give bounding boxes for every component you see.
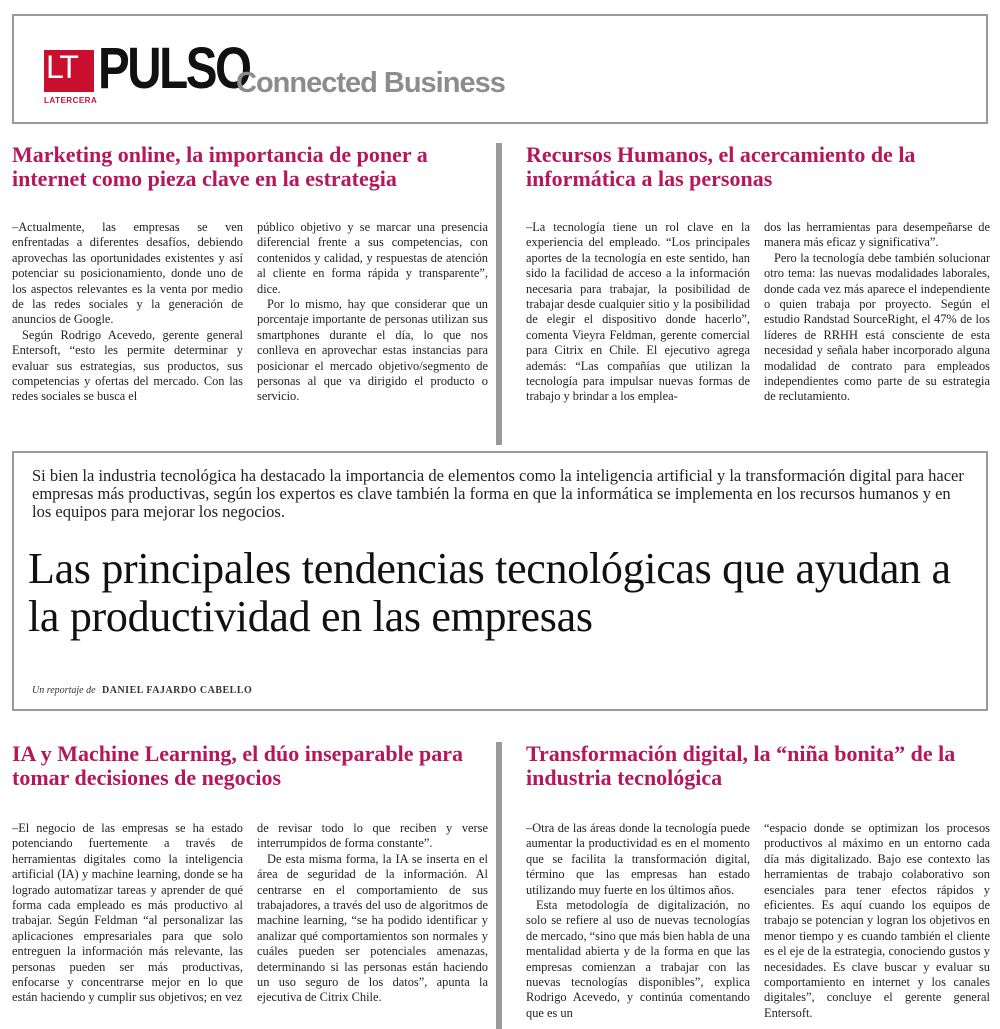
paragraph: –Actualmente, las empresas se ven enfrentadas a diferentes desafíos, debiendo aprovechas las oportunidades existentes y así potenciar su posicionamiento, donde uno de los aspectos relevantes es la venta por medio de las redes sociales y la generación de anuncios de Google. xyxy=(12,220,243,327)
column-divider xyxy=(496,742,502,1029)
section-title: IA y Machine Learning, el dúo inseparable para tomar decisiones de negocios xyxy=(12,741,464,790)
paragraph: De esta misma forma, la IA se inserta en el área de seguridad de la información. Al centrarse en el comportamiento de sus trabajadores, a través del uso de algoritmos de machine learning, “se ha podido identificar y analizar qué comportamientos son normales y cuáles pueden ser potenciales amenazas, determinando si las personas están haciendo un uso seguro de los datos”, apunta la ejecutiva de Citrix Chile. xyxy=(257,851,488,1005)
column-divider xyxy=(496,143,502,445)
logo-lt-text: LT xyxy=(46,49,77,85)
paragraph: Por lo mismo, hay que considerar que un porcentaje importante de personas utilizan sus smartphones durante el día, lo que nos conlleva en aprovechar estas instancias para posicionar el mercado objetivo/segmento de personas al que va dirigido el producto o servicio. xyxy=(257,297,488,404)
logo-sub-text: LATERCERA xyxy=(44,96,98,105)
article-column xyxy=(764,821,990,1021)
marketing-columns xyxy=(12,220,488,405)
paragraph: –La tecnología tiene un rol clave en la experiencia del empleado. “Los principales aportes de la tecnología en este sentido, han sido la facilidad de acceso a la información necesaria para trabajar, la posibilidad de trabajar desde cualquier sitio y la posibilidad de elegir el dispositivo donde hacerlo”, comenta Vieyra Feldman, gerente comercial para Citrix en Chile. El ejecutivo agrega además: “Las compañías que utilizan la tecnología para impulsar nuevas formas de trabajo y brindar a los emplea- xyxy=(526,220,750,404)
pulso-logo: PULSO xyxy=(98,36,250,101)
article-column xyxy=(257,821,488,1006)
section-rrhh xyxy=(526,143,986,191)
ia-columns xyxy=(12,821,488,1006)
section-title: Transformación digital, la “niña bonita” de la industria tecnológica xyxy=(526,741,956,790)
article-column xyxy=(526,220,750,405)
paragraph: Esta metodología de digitalización, no solo se refiere al uso de nuevas tecnologías de mercado, “sino que más bien habla de una mentalidad abierta y de la forma en que las empresas comienzan a trabajar con las nuevas tecnologías disponibles”, explica Rodrigo Acevedo, y continúa comentando que es un xyxy=(526,898,750,1020)
paragraph: –Otra de las áreas donde la tecnología puede aumentar la productividad es en el momento que se facilita la transformación digital, término que las empresas han estado utilizando muy fuerte en los últimos años. xyxy=(526,821,750,897)
byline xyxy=(32,685,252,696)
paragraph: Según Rodrigo Acevedo, gerente general Entersoft, “esto les permite determinar y evaluar sus estrategias, sus productos, sus competencias y ofertas del mercado. Con las redes sociales se busca el xyxy=(12,327,243,404)
paragraph: público objetivo y se marcar una presencia diferencial frente a sus competencias, con contenidos y calidad, y respuestas de atención al cliente en forma rápida y transparente”, dice. xyxy=(257,220,488,296)
article-column xyxy=(12,821,243,1006)
la-tercera-logo xyxy=(44,50,94,92)
section-title: Recursos Humanos, el acercamiento de la informática a las personas xyxy=(526,142,916,191)
section-ia xyxy=(12,742,492,790)
paragraph: dos las herramientas para desempeñarse de manera más eficaz y significativa”. xyxy=(764,220,990,250)
section-marketing xyxy=(12,143,492,191)
article-column xyxy=(12,220,243,405)
paragraph: “espacio donde se optimizan los procesos productivos al máximo en un entorno cada día más digitalizado. Bajo ese contexto las herramientas de trabajo colaborativo son esenciales para tener efectos rápidos y eficientes. Es aquí cuando los equipos de trabajo se potencian y logran los objetivos en menor tiempo y es cuando también el cliente es el eje de la estrategia, conociendo gustos y necesidades. Es clave buscar y evaluar su comportamiento en internet y los canales digitales”, concluye el gerente general Entersoft. xyxy=(764,821,990,1020)
paragraph: Pero la tecnología debe también solucionar otro tema: las nuevas modalidades laborales, donde cada vez más aparece el independiente o quien trabaja por proyecto. Según el estudio Randstad SourceRight, el 47% de los líderes de RRHH está consciente de esta necesidad y señala haber incorporado alguna modalidad de contrato para empleados independientes como parte de su estrategia de reclutamiento. xyxy=(764,250,990,404)
section-transformacion xyxy=(526,742,966,790)
article-column xyxy=(257,220,488,405)
masthead xyxy=(12,14,988,124)
main-feature-box xyxy=(12,451,988,711)
transformacion-columns xyxy=(526,821,990,1021)
article-column xyxy=(526,821,750,1021)
byline-prefix: Un reportaje de xyxy=(32,685,96,696)
rrhh-columns xyxy=(526,220,990,405)
page-headline: Las principales tendencias tecnológicas que ayudan a la productividad en las empresas xyxy=(28,544,951,641)
section-tagline: Connected Business xyxy=(236,67,505,99)
section-title: Marketing online, la importancia de poner a internet como pieza clave en la estrategia xyxy=(12,142,428,191)
article-column xyxy=(764,220,990,405)
paragraph: –El negocio de las empresas se ha estado potenciando fuertemente a través de herramientas digitales como la inteligencia artificial (IA) y machine learning, donde se ha logrado automatizar tareas y aprender de qué forma cada empleado es más productivo al trabajar. Según Feldman “al personalizar las aplicaciones empresariales para que solo entreguen la información más relevante, las personas pueden ser más productivas, enfocarse y concentrarse mejor en lo que están haciendo y cumplir sus objetivos; en vez xyxy=(12,821,243,1005)
byline-author: DANIEL FAJARDO CABELLO xyxy=(102,685,253,696)
paragraph: de revisar todo lo que reciben y verse interrumpidos de forma constante”. xyxy=(257,821,488,851)
intro-deck: Si bien la industria tecnológica ha destacado la importancia de elementos como la inteligencia artificial y la transformación digital para hacer empresas más productivas, según los expertos es clave también la forma en que la informática se implementa en los recursos humanos y en los equipos para mejorar los negocios. xyxy=(32,466,964,521)
